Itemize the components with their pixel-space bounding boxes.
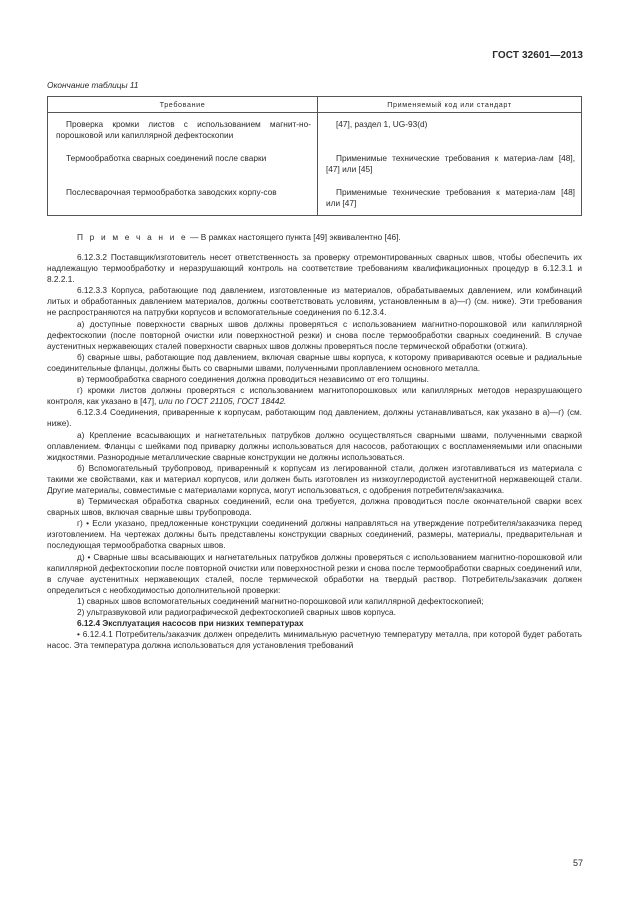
paragraph: б) сварные швы, работающие под давлением, включая сварные швы корпуса, к которому привариваются осевые и радиальные соединительные фланцы, должны быть со сварными швами, полученными проплавлением основного металла. <box>47 351 582 373</box>
paragraph: 6.12.3.4 Соединения, приваренные к корпусам, работающим под давлением, должны устанавливаться, как указано в а)—г) (см. ниже). <box>47 407 582 429</box>
paragraph: 6.12.3.3 Корпуса, работающие под давлением, изготовленные из материалов, обрабатываемых давлением, или комбинаций литых и обработанных давлением материалов, должны соответствовать условиям, установленным в а)—г) (см. ниже). Эти требования не распространяются на патрубки корпусов и вспомогательные соединения по 6.12.3.4. <box>47 285 582 318</box>
paragraph: 1) сварных швов вспомогательных соединений магнитно-порошковой или капиллярной дефектоскопией; <box>77 595 484 606</box>
section-heading: 6.12.4 Эксплуатация насосов при низких температурах <box>77 618 304 629</box>
note-label: П р и м е ч а н и е <box>77 232 188 242</box>
table-cell: Послесварочная термообработка заводских корпу-сов <box>48 181 318 216</box>
table-row <box>48 181 582 216</box>
paragraph <box>47 385 582 407</box>
paragraph-italic: или по ГОСТ 21105, ГОСТ 18442. <box>158 396 287 407</box>
table-cell: [47], раздел 1, UG-93(d) <box>318 113 582 148</box>
paragraph: 6.12.3.2 Поставщик/изготовитель несет ответственность за проверку отремонтированных сварных швов, чтобы обеспечить их надлежащую термообработку и неразрушающий контроль на соответствие требованиям квалификационных процедур в 6.12.3.1 и 8.2.2.1. <box>47 252 582 285</box>
note-text: — В рамках настоящего пункта [49] эквивалентно [46]. <box>187 232 401 242</box>
table-caption: Окончание таблицы 11 <box>47 80 139 90</box>
table-cell: Термообработка сварных соединений после сварки <box>48 147 318 181</box>
paragraph: д) • Сварные швы всасывающих и нагнетательных патрубков должны проверяться с использованием магнитно-порошковой или капиллярной дефектоскопии после повторной очистки или поверхностной резки и снова после термообработки сварных соединений или, в случае аустенитных нержавеющих сталей, после термической обработки на твердый раствор. Потребитель/заказчик должен определиться с необходимостью дополнительной проверки: <box>47 551 582 595</box>
requirements-table <box>47 96 582 216</box>
paragraph: • 6.12.4.1 Потребитель/заказчик должен определить минимальную расчетную температуру металла, при которой будет работать насос. Эта температура должна использоваться для установления требований <box>47 629 582 651</box>
column-header-code: Применяемый код или стандарт <box>318 97 582 113</box>
standard-header: ГОСТ 32601—2013 <box>492 50 583 61</box>
paragraph: в) Термическая обработка сварных соединений, если она требуется, должна проводиться после окончательной сварки всех сварных швов, включая сварные швы трубопровода. <box>47 496 582 518</box>
paragraph-text: г) кромки листов должны проверяться с использованием магнитопорошковых или капиллярных методов неразрушающего контроля, как указано в [47], <box>47 385 582 407</box>
table-cell: Применимые технические требования к материа-лам [48], [47] или [45] <box>318 147 582 181</box>
table-note <box>77 232 401 242</box>
table-cell: Применимые технические требования к материа-лам [48] или [47] <box>318 181 582 216</box>
paragraph: а) Крепление всасывающих и нагнетательных патрубков должно осуществляться сварными швами, полученными сваркой оплавлением. Фланцы с шейками под приварку должны использоваться для насосов, работающих с воспламеняемыми или опасными жидкостями. Разнородные металлические сварные конструкции не должны использоваться. <box>47 429 582 462</box>
table-header-row <box>48 97 582 113</box>
paragraph: 2) ультразвуковой или радиографической дефектоскопией сварных швов корпуса. <box>77 607 396 617</box>
table-row <box>48 147 582 181</box>
document-body <box>47 252 582 651</box>
page-number: 57 <box>572 858 583 868</box>
column-header-requirement: Требование <box>48 97 318 113</box>
paragraph: б) Вспомогательный трубопровод, приваренный к корпусам из легированной стали, должен изготавливаться из материала с такими же свойствами, как и материал корпусов, или должен быть изготовлен из низкоуглеродистой аустенитной нержавеющей стали. Другие материалы, совместимые с материалами корпуса, могут использоваться, с одобрения потребителя/заказчика. <box>47 462 582 495</box>
table-cell: Проверка кромки листов с использованием магнит-но-порошковой или капиллярной дефектоскопии <box>48 113 318 148</box>
paragraph: а) доступные поверхности сварных швов должны проверяться с использованием магнитно-порошковой или капиллярной дефектоскопии (после повторной очистки или поверхностной резки) и снова после термообработки сварных соединений. В случае аустенитных нержавеющих сталей поверхности сварных швов должны проверяться после термической обработки (отжига). <box>47 318 582 351</box>
paragraph: г) • Если указано, предложенные конструкции соединений должны направляться на утверждение потребителя/заказчика перед изготовлением. На чертежах должны быть представлены конструкции сварных соединений, размеры, материалы, предварительная и последующая термообработка сварных швов. <box>47 518 582 551</box>
table-row <box>48 113 582 148</box>
paragraph: в) термообработка сварного соединения должна проводиться независимо от его толщины. <box>77 374 429 385</box>
